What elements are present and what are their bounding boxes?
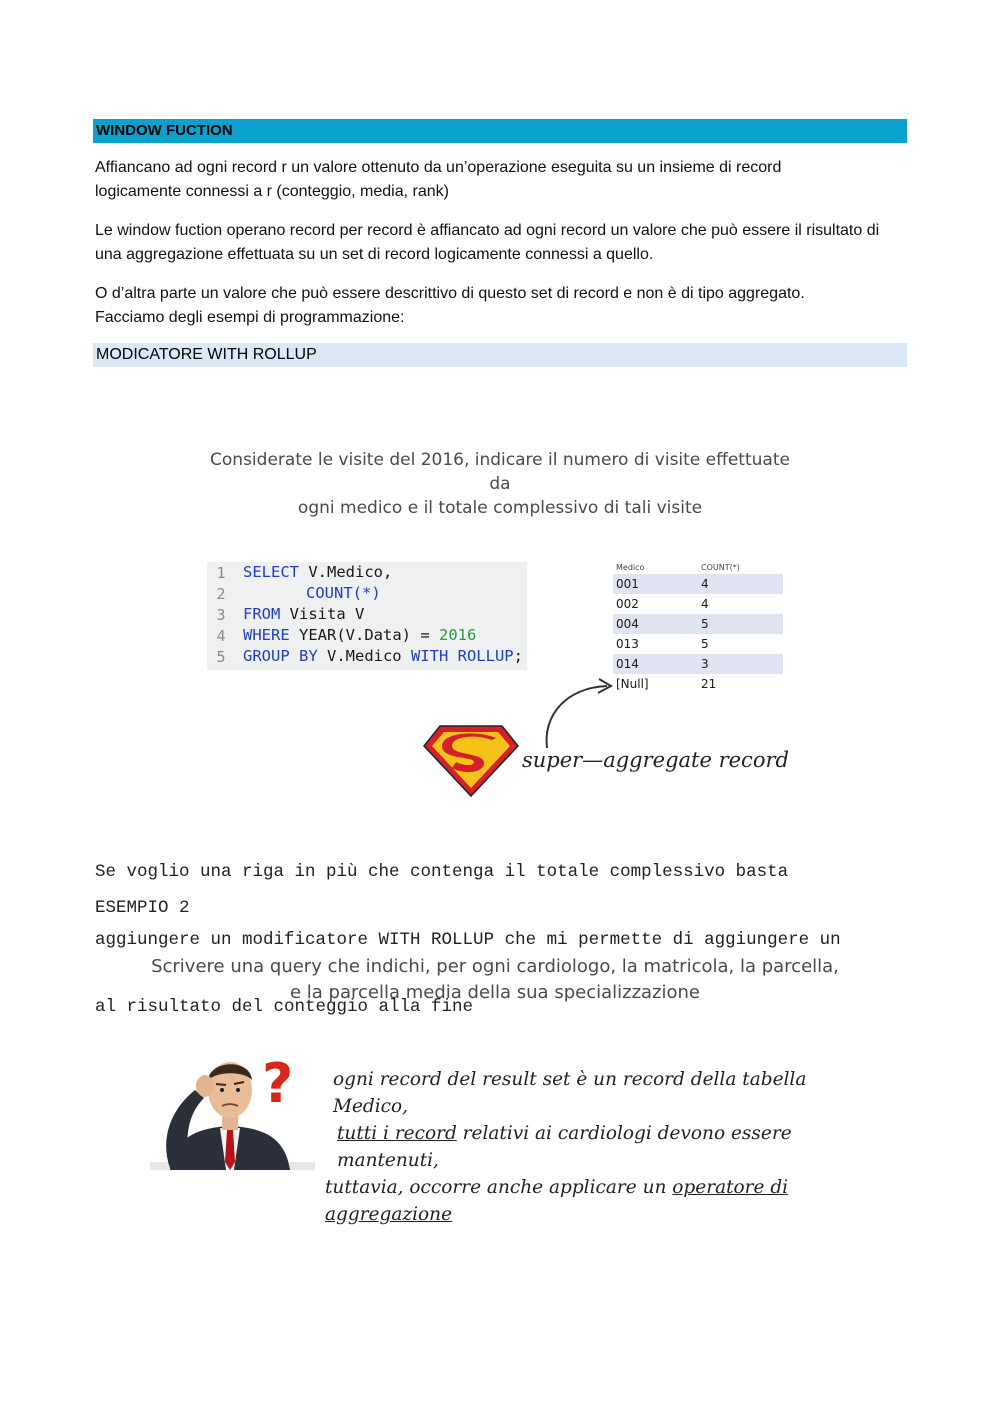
- line-number: 5: [216, 648, 226, 666]
- hand-text: relativi ai cardiologi devono essere mantenuti,: [337, 1123, 792, 1171]
- subheading: MODICATORE WITH ROLLUP: [93, 343, 907, 367]
- slide1-title-line2: ogni medico e il totale complessivo di tali visite: [297, 498, 703, 518]
- code-keyword: FROM: [243, 605, 281, 623]
- table-header: [613, 562, 783, 574]
- code-text: YEAR(V.Data) =: [289, 626, 439, 644]
- hand-line-3: [325, 1174, 845, 1228]
- slide2-title: [150, 954, 840, 1006]
- slide1-title: [200, 448, 800, 520]
- hand-underlined-text: tutti i record: [337, 1123, 457, 1144]
- column-header: Medico: [616, 563, 645, 572]
- table-row: [613, 634, 783, 654]
- handwritten-note: [325, 1066, 845, 1228]
- code-line-2: [306, 584, 381, 602]
- table-row: [613, 594, 783, 614]
- code-number: 2016: [438, 626, 477, 644]
- code-line-5: [243, 647, 523, 665]
- code-text: ;: [513, 647, 523, 665]
- slide2-title-line1: Scrivere una query che indichi, per ogni cardiologo, la matricola, la parcella,: [151, 956, 839, 977]
- column-header: COUNT(*): [701, 563, 740, 572]
- table-cell: 5: [701, 637, 709, 651]
- code-keyword: WITH ROLLUP: [410, 647, 514, 665]
- table-cell: 014: [616, 657, 639, 671]
- table-cell: 002: [616, 597, 639, 611]
- table-cell: 4: [701, 597, 709, 611]
- table-cell: 3: [701, 657, 709, 671]
- code-line-1: [243, 563, 392, 581]
- result-table: [613, 562, 783, 694]
- line-number: 2: [216, 585, 226, 603]
- curved-arrow-icon: [535, 676, 625, 751]
- hand-underlined-text: operatore di aggregazione: [325, 1177, 789, 1225]
- code-text: V.Medico: [317, 647, 411, 665]
- code-function: COUNT(*): [306, 584, 381, 602]
- code-keyword: WHERE: [243, 626, 290, 644]
- slide2-title-line2: e la parcella media della sua specializzazione: [290, 982, 700, 1003]
- table-cell: 004: [616, 617, 639, 631]
- table-row: [613, 674, 783, 694]
- table-row: [613, 574, 783, 594]
- hand-text: tuttavia, occorre anche applicare un: [325, 1177, 673, 1198]
- explanation-line: Se voglio una riga in più che contenga il totale complessivo basta: [95, 862, 789, 882]
- table-row: [613, 654, 783, 674]
- superman-shield-icon: [422, 724, 520, 798]
- confused-man-image: [150, 1050, 315, 1170]
- explanation-line: al risultato del conteggio alla fine: [95, 997, 474, 1017]
- code-text: Visita V: [280, 605, 365, 623]
- table-cell: 21: [701, 677, 717, 691]
- table-cell: 001: [616, 577, 639, 591]
- code-text: V.Medico,: [299, 563, 393, 581]
- line-number: 4: [216, 627, 226, 645]
- super-aggregate-annotation: super—aggregate record: [522, 748, 789, 772]
- hand-line-1: ogni record del result set è un record della tabella Medico,: [333, 1069, 807, 1117]
- slide1-title-line1: Considerate le visite del 2016, indicare il numero di visite effettuate da: [210, 450, 790, 494]
- table-cell: 013: [616, 637, 639, 651]
- table-cell: 4: [701, 577, 709, 591]
- table-row: [613, 614, 783, 634]
- paragraph-3: O d’altra parte un valore che può essere descrittivo di questo set di record e non è di tipo aggregato. Facciamo degli esempi di programmazione:: [95, 285, 805, 326]
- section-heading: WINDOW FUCTION: [93, 119, 907, 143]
- paragraph-2: Le window fuction operano record per record è affiancato ad ogni record un valore che può essere il risultato di una aggregazione effettuata su un set di record logicamente connessi a quello.: [95, 222, 880, 263]
- code-keyword: SELECT: [243, 563, 299, 581]
- paragraph-1: Affiancano ad ogni record r un valore ottenuto da un’operazione eseguita su un insieme di record logicamente connessi a r (conteggio, media, rank): [95, 159, 782, 200]
- sql-code-block: [207, 562, 527, 670]
- code-keyword: GROUP BY: [243, 647, 318, 665]
- question-mark-icon: ?: [262, 1052, 294, 1115]
- example-label: ESEMPIO 2: [95, 898, 190, 918]
- code-line-3: [243, 605, 364, 623]
- line-number: 1: [216, 564, 226, 582]
- hand-line-2: [325, 1120, 845, 1174]
- explanation-line: aggiungere un modificatore WITH ROLLUP che mi permette di aggiungere un: [95, 929, 841, 950]
- explanation-text: [95, 816, 841, 1041]
- table-cell: 5: [701, 617, 709, 631]
- line-number: 3: [216, 606, 226, 624]
- code-line-4: [243, 626, 476, 644]
- table-cell: [Null]: [616, 677, 649, 691]
